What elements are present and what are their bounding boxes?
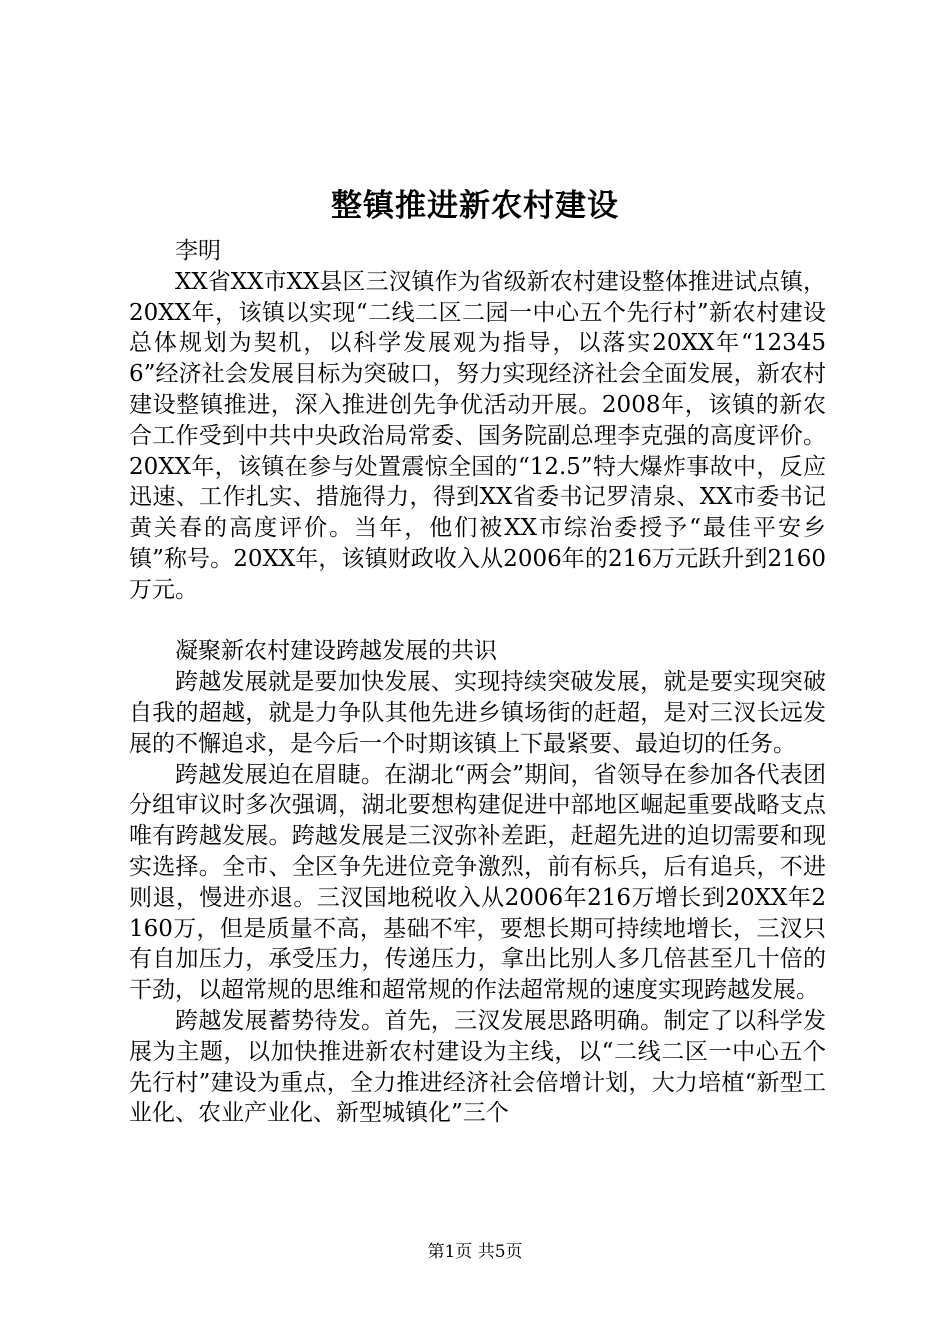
author-name: 李明 (175, 238, 221, 264)
paragraph-intro: XX省XX市XX县区三汊镇作为省级新农村建设整体推进试点镇，20XX年，该镇以实现“二线二区二园一中心五个先行村”新农村建设总体规划为契机，以科学发展观为指导，以落实20XX年“123456”经济社会发展目标为突破口，努力实现经济社会全面发展，新农村建设整镇推进，深入推进创先争优活动开展。2008年，该镇的新农合工作受到中共中央政治局常委、国务院副总理李克强的高度评价。20XX年，该镇在参与处置震惊全国的“12.5”特大爆炸事故中，反应迅速、工作扎实、措施得力，得到XX省委书记罗清泉、XX市委书记黄关春的高度评价。当年，他们被XX市综治委授予“最佳平安乡镇”称号。20XX年，该镇财政收入从2006年的216万元跃升到2160万元。 (129, 268, 826, 603)
document-title: 整镇推进新农村建设 (331, 188, 619, 224)
blank-line (129, 606, 826, 637)
section-heading: 凝聚新农村建设跨越发展的共识 (175, 638, 497, 665)
paragraph-3: 跨越发展迫在眉睫。在湖北“两会”期间，省领导在参加各代表团分组审议时多次强调，湖北要想构建促进中部地区崛起重要战略支点唯有跨越发展。跨越发展是三汊弥补差距，赶超先进的迫切需要和现实选择。全市、全区争先进位竞争激烈，前有标兵，后有追兵，不进则退，慢进亦退。三汊国地税收入从2006年216万增长到20XX年2160万，但是质量不高，基础不牢，要想长期可持续地增长，三汊只有自加压力，承受压力，传递压力，拿出比别人多几倍甚至几十倍的干劲，以超常规的思维和超常规的作法超常规的速度实现跨越发展。 (129, 761, 826, 1004)
page-footer: 第1页 共5页 (427, 1242, 523, 1262)
document-body (129, 236, 826, 1129)
paragraph-4: 跨越发展蓄势待发。首先，三汊发展思路明确。制定了以科学发展为主题，以加快推进新农村建设为主线，以“二线二区一中心五个先行村”建设为重点，全力推进经济社会倍增计划，大力培植“新型工业化、农业产业化、新型城镇化”三个 (129, 1007, 826, 1127)
paragraph-2: 跨越发展就是要加快发展、实现持续突破发展，就是要实现突破自我的超越，就是力争队其他先进乡镇场街的赶超，是对三汊长远发展的不懈追求，是今后一个时期该镇上下最紧要、最迫切的任务。 (129, 669, 826, 757)
